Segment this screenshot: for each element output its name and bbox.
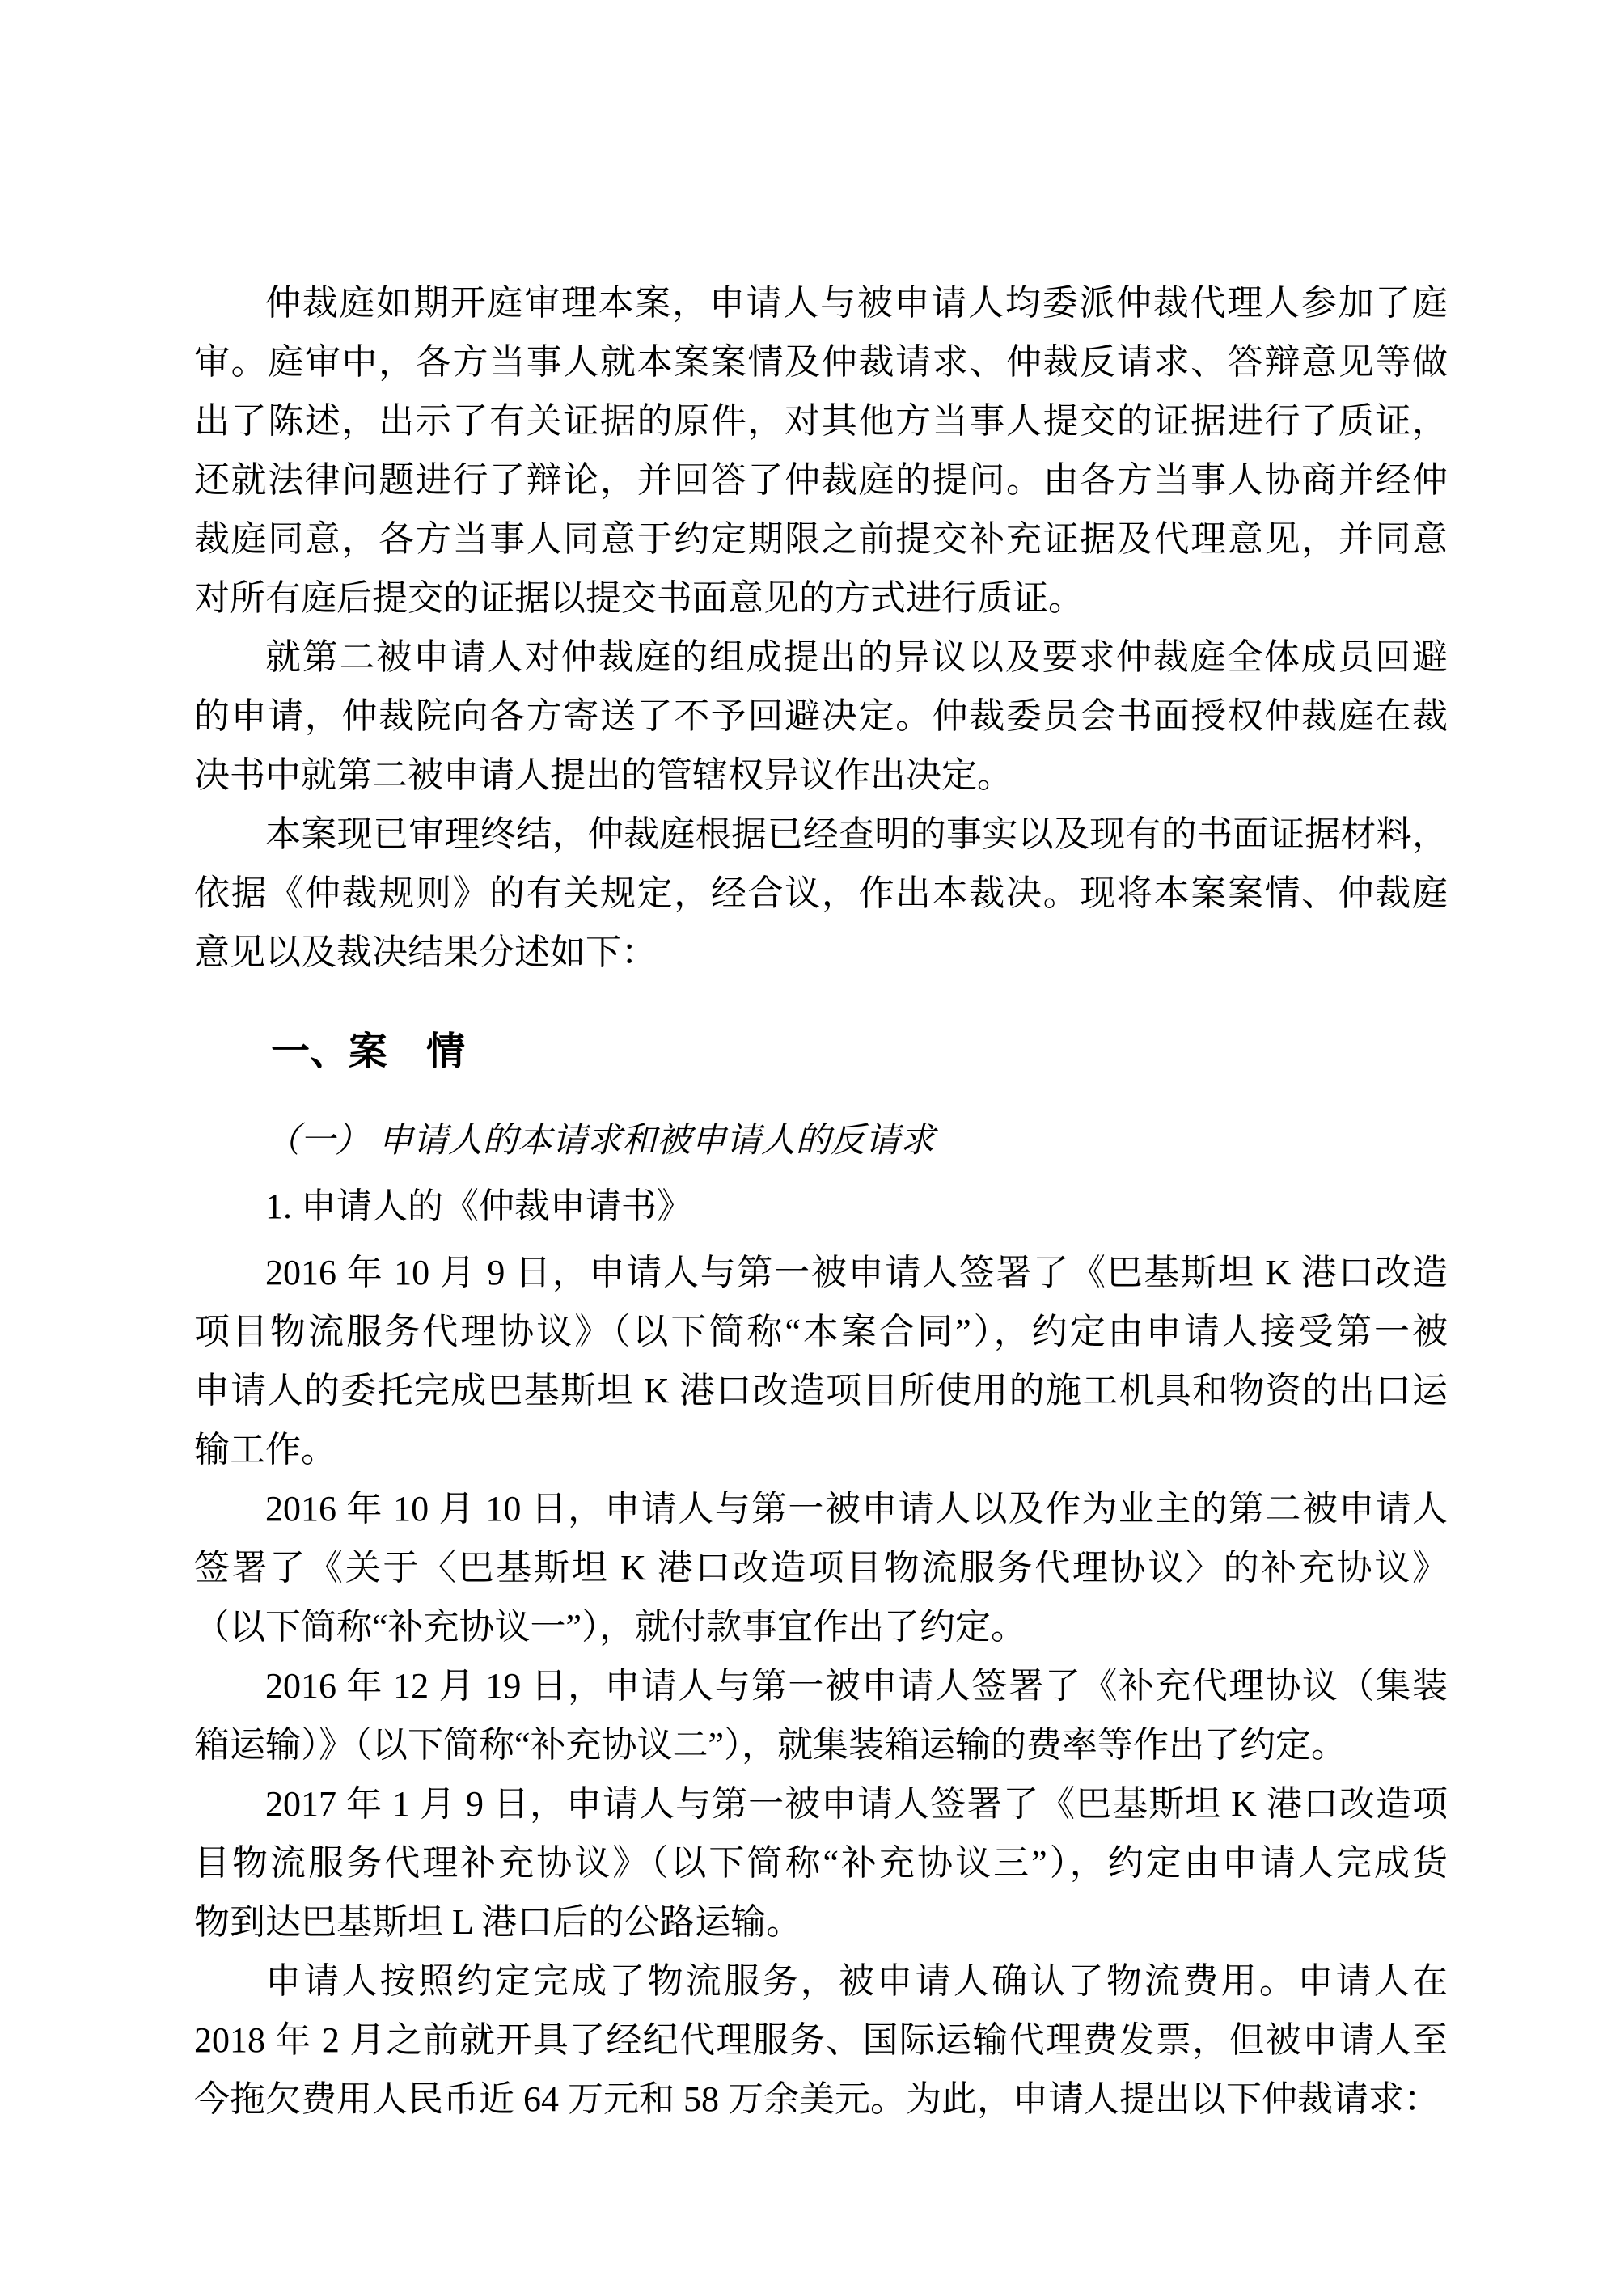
text-line: 意见以及裁决结果分述如下：	[194, 932, 657, 972]
paragraph-hearing	[194, 273, 1448, 628]
text-line: 审。庭审中，各方当事人就本案案情及仲裁请求、仲裁反请求、答辩意见等做	[194, 342, 1448, 382]
paragraph-supplement-agreement-3	[194, 1774, 1448, 1952]
text-line: 的申请，仲裁院向各方寄送了不予回避决定。仲裁委员会书面授权仲裁庭在裁	[194, 696, 1448, 736]
text-line: 本案现已审理终结，仲裁庭根据已经查明的事实以及现有的书面证据材料，	[265, 814, 1448, 854]
text-line: 1. 申请人的《仲裁申请书》	[265, 1186, 692, 1226]
text-line: 目物流服务代理补充协议》（以下简称“补充协议三”），约定由申请人完成货	[194, 1843, 1448, 1883]
text-line: 还就法律问题进行了辩论，并回答了仲裁庭的提问。由各方当事人协商并经仲	[194, 460, 1448, 500]
paragraph-supplement-agreement-1	[194, 1479, 1448, 1656]
text-line: 项目物流服务代理协议》（以下简称“本案合同”），约定由申请人接受第一被	[194, 1312, 1448, 1351]
document-content	[194, 273, 1448, 2129]
text-line: 依据《仲裁规则》的有关规定，经合议，作出本裁决。现将本案案情、仲裁庭	[194, 873, 1448, 913]
text-line: 申请人的委托完成巴基斯坦 K 港口改造项目所使用的施工机具和物资的出口运	[194, 1371, 1448, 1410]
text-line: 仲裁庭如期开庭审理本案，申请人与被申请人均委派仲裁代理人参加了庭	[265, 283, 1448, 323]
text-line: 出了陈述，出示了有关证据的原件，对其他方当事人提交的证据进行了质证，	[194, 401, 1448, 441]
text-line: 箱运输）》（以下简称“补充协议二”），就集装箱运输的费率等作出了约定。	[194, 1725, 1347, 1765]
text-line: 2017 年 1 月 9 日，申请人与第一被申请人签署了《巴基斯坦 K 港口改造项	[265, 1784, 1448, 1824]
paragraph-recusal	[194, 628, 1448, 805]
text-line: 输工作。	[194, 1430, 336, 1470]
heading-section-facts	[194, 1022, 1448, 1081]
text-line: 物到达巴基斯坦 L 港口后的公路运输。	[194, 1902, 802, 1942]
text-line: 裁庭同意，各方当事人同意于约定期限之前提交补充证据及代理意见，并同意	[194, 519, 1448, 559]
text-line: 一、案 情	[271, 1030, 466, 1073]
heading-item-arbitration-application	[194, 1177, 1448, 1236]
paragraph-arbitration-claims	[194, 1952, 1448, 2129]
text-line: （以下简称“补充协议一”），就付款事宜作出了约定。	[194, 1607, 1027, 1647]
text-line: 决书中就第二被申请人提出的管辖权异议作出决定。	[194, 755, 1013, 795]
text-line: 就第二被申请人对仲裁庭的组成提出的异议以及要求仲裁庭全体成员回避	[265, 637, 1448, 677]
text-line: 申请人按照约定完成了物流服务，被申请人确认了物流费用。申请人在	[265, 1961, 1448, 2001]
text-line: （一） 申请人的本请求和被申请人的反请求	[265, 1122, 935, 1160]
text-line: 对所有庭后提交的证据以提交书面意见的方式进行质证。	[194, 578, 1084, 618]
paragraph-conclusion-of-review	[194, 805, 1448, 982]
text-line: 2016 年 12 月 19 日，申请人与第一被申请人签署了《补充代理协议（集装	[265, 1666, 1448, 1706]
text-line: 2018 年 2 月之前就开具了经纪代理服务、国际运输代理费发票，但被申请人至	[194, 2020, 1448, 2060]
paragraph-supplement-agreement-2	[194, 1656, 1448, 1774]
text-line: 签署了《关于〈巴基斯坦 K 港口改造项目物流服务代理协议〉的补充协议》	[194, 1548, 1448, 1588]
text-line: 2016 年 10 月 9 日，申请人与第一被申请人签署了《巴基斯坦 K 港口改造	[265, 1253, 1448, 1292]
text-line: 今拖欠费用人民币近 64 万元和 58 万余美元。为此，申请人提出以下仲裁请求：	[194, 2079, 1440, 2119]
paragraph-main-contract	[194, 1243, 1448, 1479]
heading-sub-claims-counterclaims	[194, 1111, 1448, 1170]
text-line: 2016 年 10 月 10 日，申请人与第一被申请人以及作为业主的第二被申请人	[265, 1489, 1448, 1529]
